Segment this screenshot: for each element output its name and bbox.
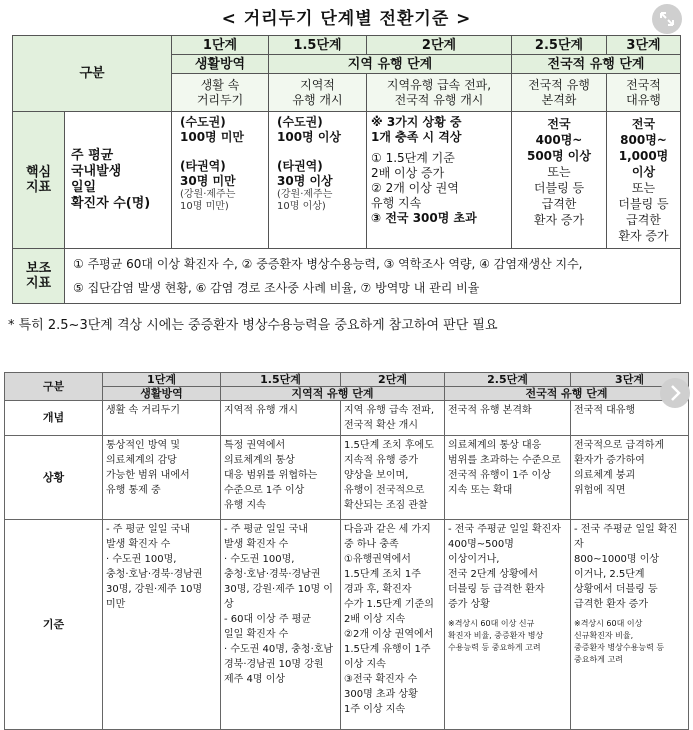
level-header: 1단계 <box>172 36 269 55</box>
level-header: 3단계 <box>571 373 689 387</box>
criteria-cell-level2: 다음과 같은 세 가지 중 하나 충족 ①유행권역에서 1.5단계 조치 1주 경과 후, 확진자 수가 1.5단계 기준의 2배 이상 지속 ②2개 이상 권역에서 1.5단계 유행이 1주 이상 지속 ③전국 확진자 수 300명 초과 상황 1주 이상 지속 <box>341 520 445 730</box>
level25-criteria: 전국 400명~ 500명 이상 또는 더블링 등 급격한 환자 증가 <box>512 112 607 249</box>
chevron-right-icon[interactable] <box>660 378 690 408</box>
group-header: 지역적 유행 단계 <box>221 387 445 401</box>
group-header: 전국적 유행 단계 <box>512 55 681 74</box>
concept-cell: 지역적 유행 개시 <box>221 401 341 436</box>
detailed-criteria-table <box>4 372 689 730</box>
concept-cell: 전국적 대유행 <box>571 401 689 436</box>
level-header: 2.5단계 <box>445 373 571 387</box>
aux-indicator-list: ① 주평균 60대 이상 확진자 수, ② 중증환자 병상수용능력, ③ 역학조사 역량, ④ 감염재생산 지수, ⑤ 집단감염 발생 현황, ⑥ 감염 경로 조사중 사례 비율, ⑦ 방역망 내 관리 비율 <box>65 249 681 304</box>
criteria-cell-level25: - 전국 주평균 일일 확진자 400명~500명 이상이거나, 전국 2단계 상황에서 더블링 등 급격한 환자 증가 상황 ※격상시 60대 이상 신규 확진자 비율, 중증환자 병상 수용능력 등 중요하게 고려 <box>445 520 571 730</box>
level-description: 지역적 유행 개시 <box>269 74 367 112</box>
concept-cell: 지역 유행 급속 전파, 전국적 확산 개시 <box>341 401 445 436</box>
level-header: 1단계 <box>103 373 221 387</box>
level-header: 2.5단계 <box>512 36 607 55</box>
footnote: * 특히 2.5~3단계 격상 시에는 중증환자 병상수용능력을 중요하게 참고하여 판단 필요 <box>8 318 498 333</box>
situation-cell: 특정 권역에서 의료체계의 통상 대응 범위를 위협하는 수준으로 1주 이상 유행 지속 <box>221 436 341 520</box>
row-header-situation: 상황 <box>5 436 103 520</box>
concept-cell: 생활 속 거리두기 <box>103 401 221 436</box>
level-header: 2단계 <box>367 36 512 55</box>
level-header: 2단계 <box>341 373 445 387</box>
aux-indicator-label: 보조 지표 <box>13 249 65 304</box>
group-header: 지역 유행 단계 <box>269 55 512 74</box>
level-header: 1.5단계 <box>221 373 341 387</box>
corner-header: 구분 <box>13 36 172 112</box>
level-header: 3단계 <box>607 36 681 55</box>
core-metric-name: 주 평균 국내발생 일일 확진자 수(명) <box>65 112 172 249</box>
situation-cell: 통상적인 방역 및 의료체계의 감당 가능한 범위 내에서 유행 통제 중 <box>103 436 221 520</box>
core-indicator-label: 핵심 지표 <box>13 112 65 249</box>
level2-criteria: ※ 3가지 상황 중 1개 충족 시 격상 ① 1.5단계 기준 2배 이상 증가 ② 2개 이상 권역 유행 지속 ③ 전국 300명 초과 <box>367 112 512 249</box>
transition-criteria-table <box>12 35 681 304</box>
level-header: 1.5단계 <box>269 36 367 55</box>
situation-cell: 의료체계의 통상 대응 범위를 초과하는 수준으로 전국적 유행이 1주 이상 지속 또는 확대 <box>445 436 571 520</box>
level-description: 전국적 유행 본격화 <box>512 74 607 112</box>
level-description: 전국적 대유행 <box>607 74 681 112</box>
situation-cell: 1.5단계 조치 후에도 지속적 유행 증가 양상을 보이며, 유행이 전국적으로 확산되는 조짐 관찰 <box>341 436 445 520</box>
corner-header: 구분 <box>5 373 103 401</box>
level1-criteria: (수도권) 100명 미만 (타권역) 30명 미만 (강원·제주는 10명 미만) <box>172 112 269 249</box>
row-header-concept: 개념 <box>5 401 103 436</box>
level3-criteria: 전국 800명~ 1,000명 이상 또는 더블링 등 급격한 환자 증가 <box>607 112 681 249</box>
row-header-criteria: 기준 <box>5 520 103 730</box>
level-description: 생활 속 거리두기 <box>172 74 269 112</box>
page-title: < 거리두기 단계별 전환기준 > <box>221 9 472 29</box>
criteria-cell-level15: - 주 평균 일일 국내 발생 확진자 수 · 수도권 100명, 충청·호남·경북·경남권 30명, 강원·제주 10명 이상 - 60대 이상 주 평균 일일 확진자 수 · 수도권 40명, 충청·호남 경북·경남권 10명 강원 제주 4명 이상 <box>221 520 341 730</box>
group-header: 생활방역 <box>172 55 269 74</box>
group-header: 생활방역 <box>103 387 221 401</box>
situation-cell: 전국적으로 급격하게 환자가 증가하여 의료체계 붕괴 위험에 직면 <box>571 436 689 520</box>
concept-cell: 전국적 유행 본격화 <box>445 401 571 436</box>
level-description: 지역유행 급속 전파, 전국적 유행 개시 <box>367 74 512 112</box>
criteria-cell-level1: - 주 평균 일일 국내 발생 확진자 수 · 수도권 100명, 충청·호남·경북·경남권 30명, 강원·제주 10명 미만 <box>103 520 221 730</box>
level15-criteria: (수도권) 100명 이상 (타권역) 30명 이상 (강원·제주는 10명 이상) <box>269 112 367 249</box>
group-header: 전국적 유행 단계 <box>445 387 689 401</box>
criteria-cell-level3: - 전국 주평균 일일 확진자 800~1000명 이상 이거나, 2.5단계 상황에서 더블링 등 급격한 환자 증가 ※격상시 60대 이상 신규확진자 비율, 중증환자 병상수용능력 등 중요하게 고려 <box>571 520 689 730</box>
expand-arrows-icon[interactable] <box>652 4 682 34</box>
